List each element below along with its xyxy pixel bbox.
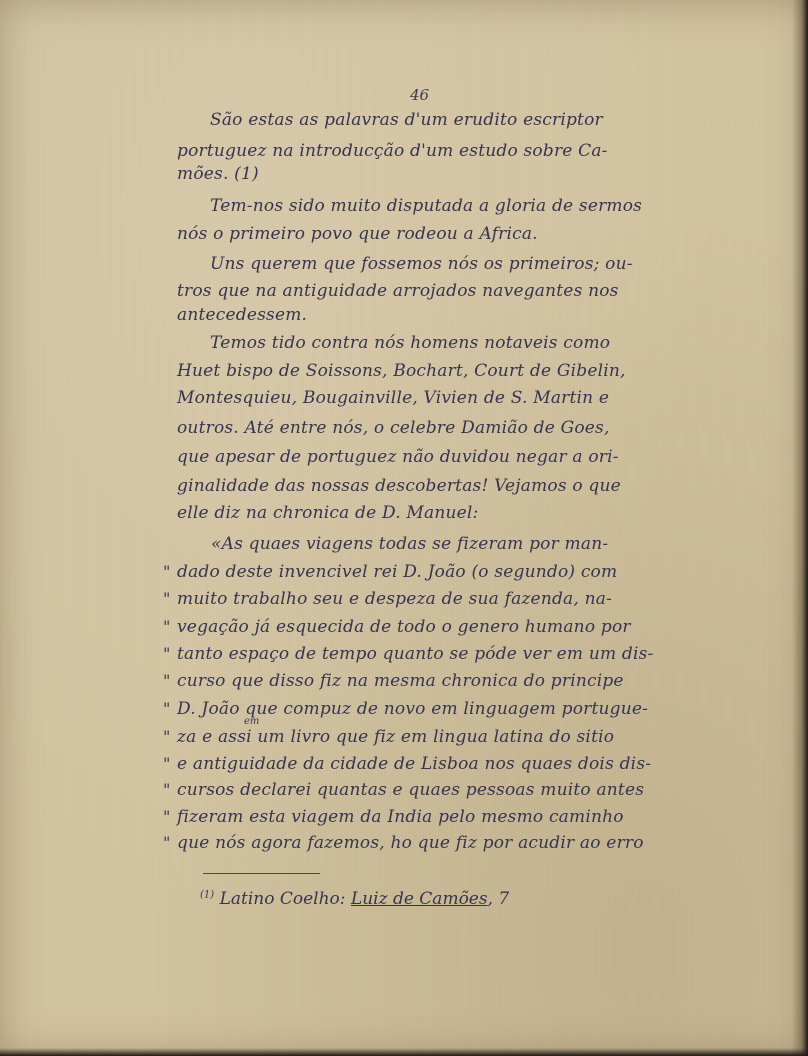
footnote-work-title: Luiz de Camões	[350, 889, 488, 909]
quote-mark: "	[163, 589, 171, 608]
text-line: São estas as palavras d'um erudito escriptor	[210, 110, 603, 130]
page-number: 46	[410, 86, 430, 104]
text-line: que apesar de portuguez não duvidou negar a ori-	[177, 447, 619, 467]
quote-mark: "	[163, 671, 171, 690]
quote-mark: "	[163, 644, 171, 663]
text-line: elle diz na chronica de D. Manuel:	[177, 503, 479, 523]
quote-mark: "	[163, 562, 171, 581]
quote-mark: "	[163, 727, 171, 746]
quote-mark: "	[163, 699, 171, 718]
quote-mark: "	[163, 754, 171, 773]
text-line: cursos declarei quantas e quaes pessoas muito antes	[177, 780, 645, 800]
interlinear-insertion: em	[244, 716, 260, 727]
text-line: tros que na antiguidade arrojados navegantes nos	[177, 281, 619, 301]
text-line: dado deste invencivel rei D. João (o segundo) com	[177, 562, 618, 582]
footnote	[200, 889, 509, 909]
text-line: ginalidade das nossas descobertas! Vejamos o que	[177, 476, 621, 496]
page-bottom-shadow	[0, 1048, 808, 1056]
text-line: tanto espaço de tempo quanto se póde ver em um dis-	[177, 644, 654, 664]
text-line: antecedessem.	[177, 305, 308, 325]
page-edge-shadow	[792, 0, 808, 1056]
quote-mark: "	[163, 807, 171, 826]
quote-mark: "	[163, 833, 171, 852]
text-line: za e assi um livro que fiz em lingua latina do sitio	[177, 727, 615, 747]
quote-mark: "	[163, 617, 171, 636]
text-line: nós o primeiro povo que rodeou a Africa.	[177, 224, 538, 244]
text-line: Temos tido contra nós homens notaveis como	[210, 333, 611, 353]
text-line: curso que disso fiz na mesma chronica do principe	[177, 671, 624, 691]
footnote-page: , 7	[487, 889, 510, 909]
text-line: e antiguidade da cidade de Lisboa nos quaes dois dis-	[177, 754, 652, 774]
footnote-author: Latino Coelho:	[219, 889, 351, 909]
text-line: fizeram esta viagem da India pelo mesmo caminho	[177, 807, 624, 827]
text-line: Huet bispo de Soissons, Bochart, Court de Gibelin,	[177, 361, 626, 381]
text-line: portuguez na introducção d'um estudo sobre Ca-	[177, 141, 608, 161]
footnote-separator	[203, 873, 320, 874]
text-line: «As quaes viagens todas se fizeram por man-	[211, 534, 609, 554]
text-line: outros. Até entre nós, o celebre Damião de Goes,	[177, 418, 610, 438]
text-line: muito trabalho seu e despeza de sua fazenda, na-	[177, 589, 613, 609]
text-line: mões. (1)	[177, 164, 259, 184]
footnote-marker: (1)	[200, 889, 215, 901]
text-line: vegação já esquecida de todo o genero humano por	[177, 617, 631, 637]
text-line: D. João que compuz de novo em linguagem portugue-	[177, 699, 649, 719]
text-line: que nós agora fazemos, ho que fiz por acudir ao erro	[177, 833, 644, 853]
quote-mark: "	[163, 780, 171, 799]
text-line: Uns querem que fossemos nós os primeiros; ou-	[210, 254, 633, 274]
text-line: Montesquieu, Bougainville, Vivien de S. Martin e	[177, 388, 610, 408]
text-line: Tem-nos sido muito disputada a gloria de sermos	[210, 196, 643, 216]
